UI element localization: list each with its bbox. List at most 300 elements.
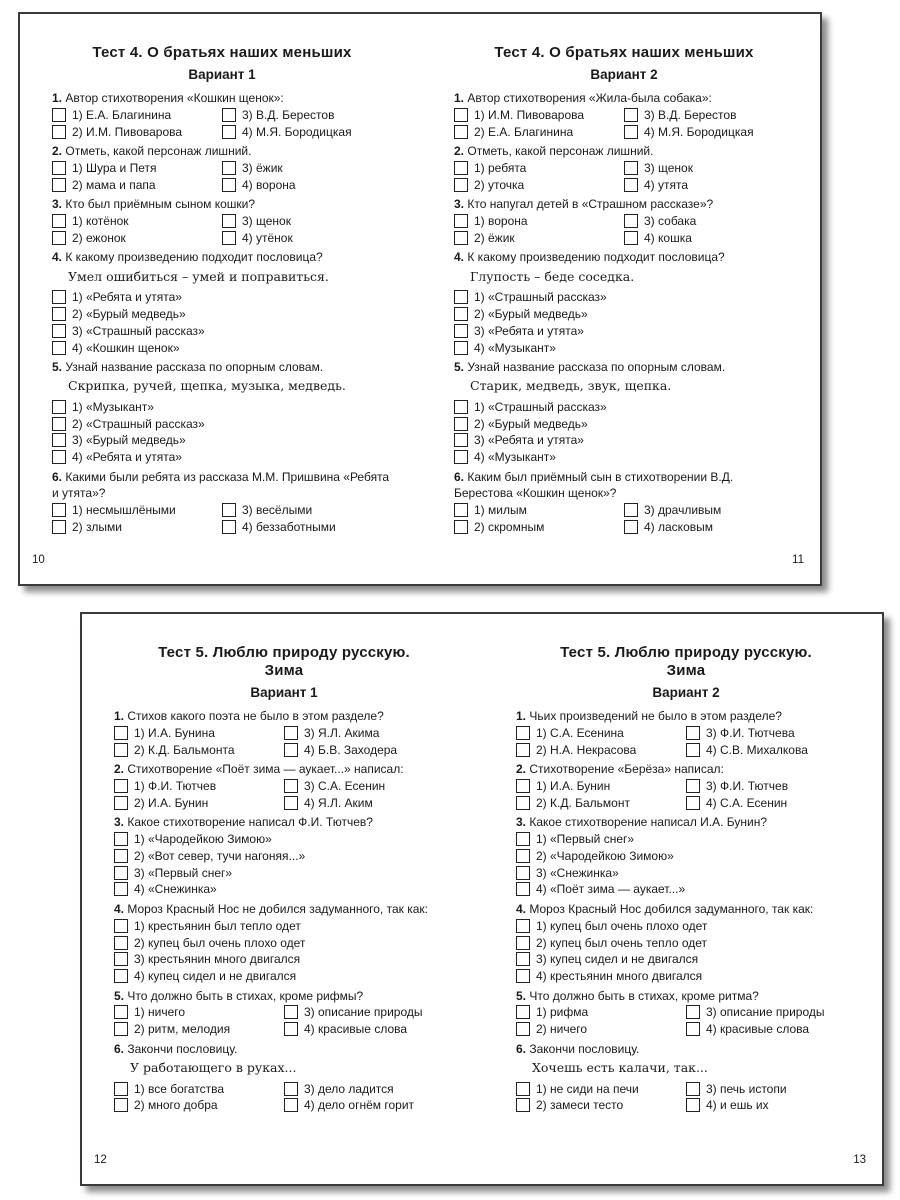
answer-option[interactable]: [284, 778, 454, 795]
question-block: [52, 359, 392, 466]
answer-label: 3) «Бурый медведь»: [72, 433, 186, 448]
answer-checkbox[interactable]: [284, 1082, 298, 1096]
answer-label: 2) «Вот север, тучи нагоняя...»: [134, 848, 306, 863]
answer-option[interactable]: [222, 502, 392, 519]
answer-checkbox[interactable]: [222, 178, 236, 192]
answer-checkbox[interactable]: [114, 726, 128, 740]
answer-checkbox[interactable]: [114, 1005, 128, 1019]
question-text: [454, 359, 794, 376]
answer-checkbox[interactable]: [454, 178, 468, 192]
answer-option[interactable]: [454, 176, 624, 193]
answer-option[interactable]: [114, 1097, 284, 1114]
answer-checkbox[interactable]: [516, 969, 530, 983]
answer-options: [454, 107, 794, 141]
answer-option[interactable]: [516, 794, 686, 811]
answer-label: 3) описание природы: [706, 1005, 825, 1020]
answer-option[interactable]: [114, 968, 454, 985]
answer-label: 2) мама и папа: [72, 177, 156, 192]
answer-option[interactable]: [114, 847, 454, 864]
answer-options: [52, 289, 392, 356]
answer-label: 1) «Первый снег»: [536, 832, 635, 847]
answer-checkbox[interactable]: [686, 1082, 700, 1096]
proverb-text: Глупость – беде соседка.: [470, 268, 635, 284]
answer-checkbox[interactable]: [454, 433, 468, 447]
answer-option[interactable]: [454, 123, 624, 140]
answer-label: 1) Ф.И. Тютчев: [134, 778, 217, 793]
answer-label: 4) и ешь их: [706, 1098, 769, 1113]
question-text: [114, 761, 454, 778]
answer-label: 2) Е.А. Благинина: [474, 124, 574, 139]
answer-checkbox[interactable]: [114, 936, 128, 950]
answer-option[interactable]: [624, 123, 794, 140]
answer-label: 2) Н.А. Некрасова: [536, 742, 637, 757]
answer-option[interactable]: [686, 1080, 856, 1097]
variant-label: Вариант 1: [250, 685, 318, 700]
test-title-line2: Зима: [666, 662, 706, 679]
answer-option[interactable]: [454, 398, 794, 415]
answer-label: 4) «Снежинка»: [134, 882, 217, 897]
answer-option[interactable]: [624, 176, 794, 193]
answer-option[interactable]: [686, 741, 856, 758]
answer-option[interactable]: [284, 741, 454, 758]
answer-checkbox[interactable]: [114, 919, 128, 933]
answer-options: [516, 778, 856, 812]
answer-checkbox[interactable]: [52, 125, 66, 139]
question-number: 2.: [52, 144, 63, 159]
answer-label: 2) ёжик: [474, 230, 515, 245]
question-number: 1.: [52, 91, 63, 105]
question-number: 1.: [114, 709, 125, 723]
answer-checkbox[interactable]: [222, 520, 236, 534]
answer-option[interactable]: [454, 449, 794, 466]
answer-option[interactable]: [624, 518, 794, 535]
answer-option[interactable]: [454, 339, 794, 356]
answer-checkbox[interactable]: [52, 214, 66, 228]
answer-option[interactable]: [284, 1004, 454, 1021]
answer-option[interactable]: [454, 432, 794, 449]
test5-spread: [80, 612, 884, 1186]
answer-checkbox[interactable]: [52, 417, 66, 431]
answer-checkbox[interactable]: [516, 936, 530, 950]
question-number: 6.: [516, 1041, 527, 1056]
answer-option[interactable]: [284, 1080, 454, 1097]
answer-option[interactable]: [516, 864, 856, 881]
answer-option[interactable]: [52, 123, 222, 140]
test-title: Тест 4. О братьях наших меньших: [494, 44, 754, 61]
answer-option[interactable]: [114, 1080, 284, 1097]
answer-option[interactable]: [114, 934, 454, 951]
answer-option[interactable]: [222, 107, 392, 124]
answer-checkbox[interactable]: [624, 503, 638, 517]
question-prompt: К какому произведению подходит пословица?: [65, 250, 323, 265]
answer-option[interactable]: [114, 1021, 284, 1038]
answer-options: [52, 213, 392, 247]
answer-checkbox[interactable]: [516, 919, 530, 933]
answer-checkbox[interactable]: [222, 161, 236, 175]
answer-checkbox[interactable]: [222, 125, 236, 139]
answer-option[interactable]: [516, 847, 856, 864]
answer-option[interactable]: [114, 917, 454, 934]
answer-option[interactable]: [454, 306, 794, 323]
answer-option[interactable]: [454, 107, 624, 124]
answer-checkbox[interactable]: [516, 882, 530, 896]
answer-checkbox[interactable]: [284, 743, 298, 757]
answer-checkbox[interactable]: [52, 161, 66, 175]
answer-option[interactable]: [454, 502, 624, 519]
answer-checkbox[interactable]: [516, 952, 530, 966]
answer-checkbox[interactable]: [52, 520, 66, 534]
answer-option[interactable]: [114, 725, 284, 742]
question-text: [516, 1041, 856, 1058]
answer-checkbox[interactable]: [52, 307, 66, 321]
question-number: 1.: [516, 709, 527, 723]
question-prompt: Каким был приёмный сын в стихотворении В.Д. Берестова «Кошкин щенок»?: [454, 469, 734, 501]
answer-checkbox[interactable]: [454, 324, 468, 338]
answer-option[interactable]: [52, 432, 392, 449]
answer-option[interactable]: [516, 725, 686, 742]
answer-option[interactable]: [686, 1004, 856, 1021]
answer-checkbox[interactable]: [516, 1082, 530, 1096]
test-title: Тест 5. Люблю природу русскую.: [158, 644, 410, 661]
answer-checkbox[interactable]: [222, 108, 236, 122]
answer-label: 1) С.А. Есенина: [536, 725, 624, 740]
answer-checkbox[interactable]: [624, 178, 638, 192]
question-text: [114, 708, 454, 725]
answer-option[interactable]: [52, 518, 222, 535]
answer-options: [52, 107, 392, 141]
answer-option[interactable]: [454, 289, 794, 306]
answer-checkbox[interactable]: [454, 161, 468, 175]
question-prompt: Автор стихотворения «Жила-была собака»:: [467, 91, 712, 105]
answer-label: 1) не сиди на печи: [536, 1081, 639, 1096]
answer-option[interactable]: [222, 123, 392, 140]
question-text: [52, 90, 392, 107]
page-number-left: 12: [94, 1154, 107, 1166]
question-number: 2.: [516, 762, 527, 777]
answer-checkbox[interactable]: [454, 108, 468, 122]
question-prompt: Узнай название рассказа по опорным словам.: [65, 359, 324, 374]
answer-label: 3) «Снежинка»: [536, 865, 619, 880]
answer-option[interactable]: [52, 415, 392, 432]
answer-checkbox[interactable]: [52, 178, 66, 192]
question-prompt: Автор стихотворения «Кошкин щенок»:: [65, 91, 284, 105]
answer-label: 4) красивые слова: [304, 1022, 408, 1037]
answer-checkbox[interactable]: [284, 1098, 298, 1112]
answer-label: 4) утёнок: [242, 230, 293, 245]
answer-option[interactable]: [454, 415, 794, 432]
answer-checkbox[interactable]: [114, 849, 128, 863]
answer-options: [52, 160, 392, 194]
question-prompt: Мороз Красный Нос не добился задуманного, так как:: [127, 901, 428, 916]
question-prompt: Что должно быть в стихах, кроме рифмы?: [127, 988, 364, 1003]
question-text: [52, 249, 392, 266]
answer-checkbox[interactable]: [52, 231, 66, 245]
answer-checkbox[interactable]: [52, 503, 66, 517]
answer-checkbox[interactable]: [454, 341, 468, 355]
answer-label: 4) «Ребята и утята»: [72, 450, 182, 465]
variant-label: Вариант 2: [590, 67, 658, 82]
answer-option[interactable]: [516, 934, 856, 951]
answer-checkbox[interactable]: [284, 1005, 298, 1019]
answer-label: 1) ничего: [134, 1005, 186, 1020]
question-number: 3.: [114, 815, 125, 830]
answer-option[interactable]: [284, 794, 454, 811]
answer-options: [516, 917, 856, 984]
answer-checkbox[interactable]: [114, 743, 128, 757]
answer-option[interactable]: [114, 741, 284, 758]
answer-label: 4) С.А. Есенин: [706, 795, 788, 810]
answer-option[interactable]: [52, 289, 392, 306]
answer-checkbox[interactable]: [114, 832, 128, 846]
answer-option[interactable]: [52, 213, 222, 230]
answer-label: 4) «Музыкант»: [474, 450, 556, 465]
answer-option[interactable]: [114, 881, 454, 898]
answer-label: 1) рифма: [536, 1005, 589, 1020]
answer-checkbox[interactable]: [52, 324, 66, 338]
answer-checkbox[interactable]: [284, 779, 298, 793]
answer-options: [516, 1004, 856, 1038]
answer-checkbox[interactable]: [52, 433, 66, 447]
answer-checkbox[interactable]: [454, 400, 468, 414]
answer-option[interactable]: [516, 881, 856, 898]
question-number: 4.: [454, 250, 465, 265]
answer-option[interactable]: [284, 1021, 454, 1038]
answer-checkbox[interactable]: [624, 161, 638, 175]
answer-checkbox[interactable]: [624, 520, 638, 534]
answer-label: 4) крестьянин много двигался: [536, 969, 703, 984]
answer-checkbox[interactable]: [114, 882, 128, 896]
answer-option[interactable]: [114, 831, 454, 848]
answer-label: 3) Ф.И. Тютчева: [706, 725, 795, 740]
answer-checkbox[interactable]: [52, 108, 66, 122]
answer-checkbox[interactable]: [114, 1022, 128, 1036]
answer-option[interactable]: [686, 1097, 856, 1114]
question-block: [516, 814, 856, 898]
answer-option[interactable]: [516, 741, 686, 758]
answer-label: 4) кошка: [644, 230, 692, 245]
answer-label: 4) утята: [644, 177, 689, 192]
answer-checkbox[interactable]: [114, 779, 128, 793]
answer-options: [114, 725, 454, 759]
answer-label: 2) «Бурый медведь»: [474, 416, 588, 431]
answer-label: 1) «Чародейкою Зимою»: [134, 832, 272, 847]
answer-option[interactable]: [52, 160, 222, 177]
answer-option[interactable]: [222, 213, 392, 230]
answer-option[interactable]: [624, 160, 794, 177]
answer-label: 1) Шура и Петя: [72, 160, 157, 175]
answer-option[interactable]: [222, 176, 392, 193]
answer-checkbox[interactable]: [454, 125, 468, 139]
question-number: 2.: [114, 762, 125, 777]
answer-checkbox[interactable]: [686, 1098, 700, 1112]
answer-label: 4) красивые слова: [706, 1022, 810, 1037]
answer-option[interactable]: [114, 794, 284, 811]
answer-option[interactable]: [284, 725, 454, 742]
answer-option[interactable]: [686, 794, 856, 811]
answer-option[interactable]: [686, 725, 856, 742]
answer-checkbox[interactable]: [516, 726, 530, 740]
answer-option[interactable]: [516, 1004, 686, 1021]
answer-option[interactable]: [284, 1097, 454, 1114]
answer-option[interactable]: [516, 831, 856, 848]
answer-checkbox[interactable]: [516, 779, 530, 793]
answer-option[interactable]: [516, 917, 856, 934]
answer-option[interactable]: [516, 1021, 686, 1038]
answer-options: [52, 502, 392, 536]
question-number: 5.: [52, 359, 63, 374]
answer-option[interactable]: [222, 160, 392, 177]
answer-option[interactable]: [516, 968, 856, 985]
answer-checkbox[interactable]: [686, 743, 700, 757]
answer-label: 3) Ф.И. Тютчев: [706, 778, 789, 793]
answer-checkbox[interactable]: [686, 779, 700, 793]
answer-option[interactable]: [52, 229, 222, 246]
answer-option[interactable]: [52, 449, 392, 466]
answer-option[interactable]: [52, 107, 222, 124]
answer-checkbox[interactable]: [114, 1098, 128, 1112]
question-text: [114, 988, 454, 1005]
question-prompt: Кто напугал детей в «Страшном рассказе»?: [467, 197, 714, 212]
question-block: [52, 196, 392, 246]
answer-option[interactable]: [114, 951, 454, 968]
question-block: [52, 143, 392, 193]
answer-checkbox[interactable]: [114, 866, 128, 880]
answer-checkbox[interactable]: [114, 796, 128, 810]
answer-checkbox[interactable]: [516, 866, 530, 880]
question-block: [52, 469, 392, 536]
answer-label: 1) несмышлёными: [72, 503, 176, 518]
answer-option[interactable]: [624, 213, 794, 230]
answer-label: 3) щенок: [242, 214, 291, 229]
answer-checkbox[interactable]: [454, 231, 468, 245]
answer-option[interactable]: [454, 160, 624, 177]
question-block: [52, 249, 392, 356]
answer-label: 1) все богатства: [134, 1081, 225, 1096]
answer-checkbox[interactable]: [516, 1005, 530, 1019]
answer-checkbox[interactable]: [624, 108, 638, 122]
question-number: 3.: [516, 815, 527, 830]
answer-checkbox[interactable]: [52, 400, 66, 414]
answer-option[interactable]: [114, 778, 284, 795]
answer-option[interactable]: [624, 502, 794, 519]
answer-checkbox[interactable]: [114, 969, 128, 983]
answer-checkbox[interactable]: [222, 503, 236, 517]
answer-option[interactable]: [222, 518, 392, 535]
answer-option[interactable]: [454, 229, 624, 246]
answer-checkbox[interactable]: [284, 1022, 298, 1036]
answer-checkbox[interactable]: [454, 290, 468, 304]
answer-label: 1) И.М. Пивоварова: [474, 107, 585, 122]
answer-label: 1) милым: [474, 503, 527, 518]
answer-label: 1) котёнок: [72, 214, 129, 229]
answer-option[interactable]: [516, 1097, 686, 1114]
answer-options: [52, 398, 392, 465]
answer-option[interactable]: [454, 518, 624, 535]
answer-label: 4) М.Я. Бородицкая: [242, 124, 352, 139]
answer-option[interactable]: [686, 1021, 856, 1038]
answer-checkbox[interactable]: [454, 307, 468, 321]
answer-checkbox[interactable]: [624, 231, 638, 245]
answer-label: 2) купец был очень плохо одет: [134, 935, 306, 950]
answer-checkbox[interactable]: [624, 125, 638, 139]
answer-checkbox[interactable]: [454, 417, 468, 431]
answer-option[interactable]: [516, 1080, 686, 1097]
answer-label: 3) печь истопи: [706, 1081, 787, 1096]
question-block: [114, 1041, 454, 1114]
answer-checkbox[interactable]: [516, 743, 530, 757]
answer-label: 2) уточка: [474, 177, 525, 192]
answer-checkbox[interactable]: [222, 214, 236, 228]
answer-option[interactable]: [114, 1004, 284, 1021]
answer-option[interactable]: [52, 502, 222, 519]
answer-checkbox[interactable]: [516, 1022, 530, 1036]
answer-checkbox[interactable]: [454, 214, 468, 228]
answer-label: 2) много добра: [134, 1098, 218, 1113]
answer-checkbox[interactable]: [686, 796, 700, 810]
question-prompt: Какое стихотворение написал Ф.И. Тютчев?: [127, 815, 373, 830]
answer-checkbox[interactable]: [624, 214, 638, 228]
answer-label: 2) И.А. Бунин: [134, 795, 209, 810]
page-number-right: 11: [792, 554, 804, 566]
answer-checkbox[interactable]: [284, 796, 298, 810]
answer-checkbox[interactable]: [686, 1005, 700, 1019]
answer-option[interactable]: [516, 778, 686, 795]
answer-checkbox[interactable]: [454, 450, 468, 464]
answer-checkbox[interactable]: [52, 341, 66, 355]
test-title: Тест 4. О братьях наших меньших: [92, 44, 352, 61]
answer-checkbox[interactable]: [516, 1098, 530, 1112]
answer-checkbox[interactable]: [114, 1082, 128, 1096]
answer-checkbox[interactable]: [52, 290, 66, 304]
answer-option[interactable]: [52, 339, 392, 356]
answer-option[interactable]: [52, 398, 392, 415]
answer-checkbox[interactable]: [52, 450, 66, 464]
answer-checkbox[interactable]: [516, 849, 530, 863]
question-prompt: Закончи пословицу.: [127, 1041, 238, 1056]
answer-option[interactable]: [52, 306, 392, 323]
question-block: [516, 988, 856, 1038]
answer-checkbox[interactable]: [114, 952, 128, 966]
answer-checkbox[interactable]: [516, 796, 530, 810]
answer-checkbox[interactable]: [284, 726, 298, 740]
question-block: [454, 143, 794, 193]
answer-option[interactable]: [454, 213, 624, 230]
answer-checkbox[interactable]: [222, 231, 236, 245]
answer-checkbox[interactable]: [686, 1022, 700, 1036]
answer-label: 1) Е.А. Благинина: [72, 107, 172, 122]
answer-option[interactable]: [52, 322, 392, 339]
answer-option[interactable]: [52, 176, 222, 193]
answer-option[interactable]: [114, 864, 454, 881]
question-text: [454, 469, 794, 502]
answer-option[interactable]: [624, 107, 794, 124]
answer-checkbox[interactable]: [454, 520, 468, 534]
page-number-right: 13: [853, 1154, 866, 1166]
answer-option[interactable]: [516, 951, 856, 968]
answer-option[interactable]: [624, 229, 794, 246]
answer-label: 3) Я.Л. Акима: [304, 725, 380, 740]
answer-label: 2) ничего: [536, 1022, 588, 1037]
answer-label: 2) ежонок: [72, 230, 126, 245]
answer-option[interactable]: [222, 229, 392, 246]
answer-checkbox[interactable]: [454, 503, 468, 517]
question-number: 6.: [454, 469, 465, 484]
answer-checkbox[interactable]: [516, 832, 530, 846]
answer-option[interactable]: [686, 778, 856, 795]
answer-option[interactable]: [454, 322, 794, 339]
answer-checkbox[interactable]: [686, 726, 700, 740]
answer-options: [114, 917, 454, 984]
